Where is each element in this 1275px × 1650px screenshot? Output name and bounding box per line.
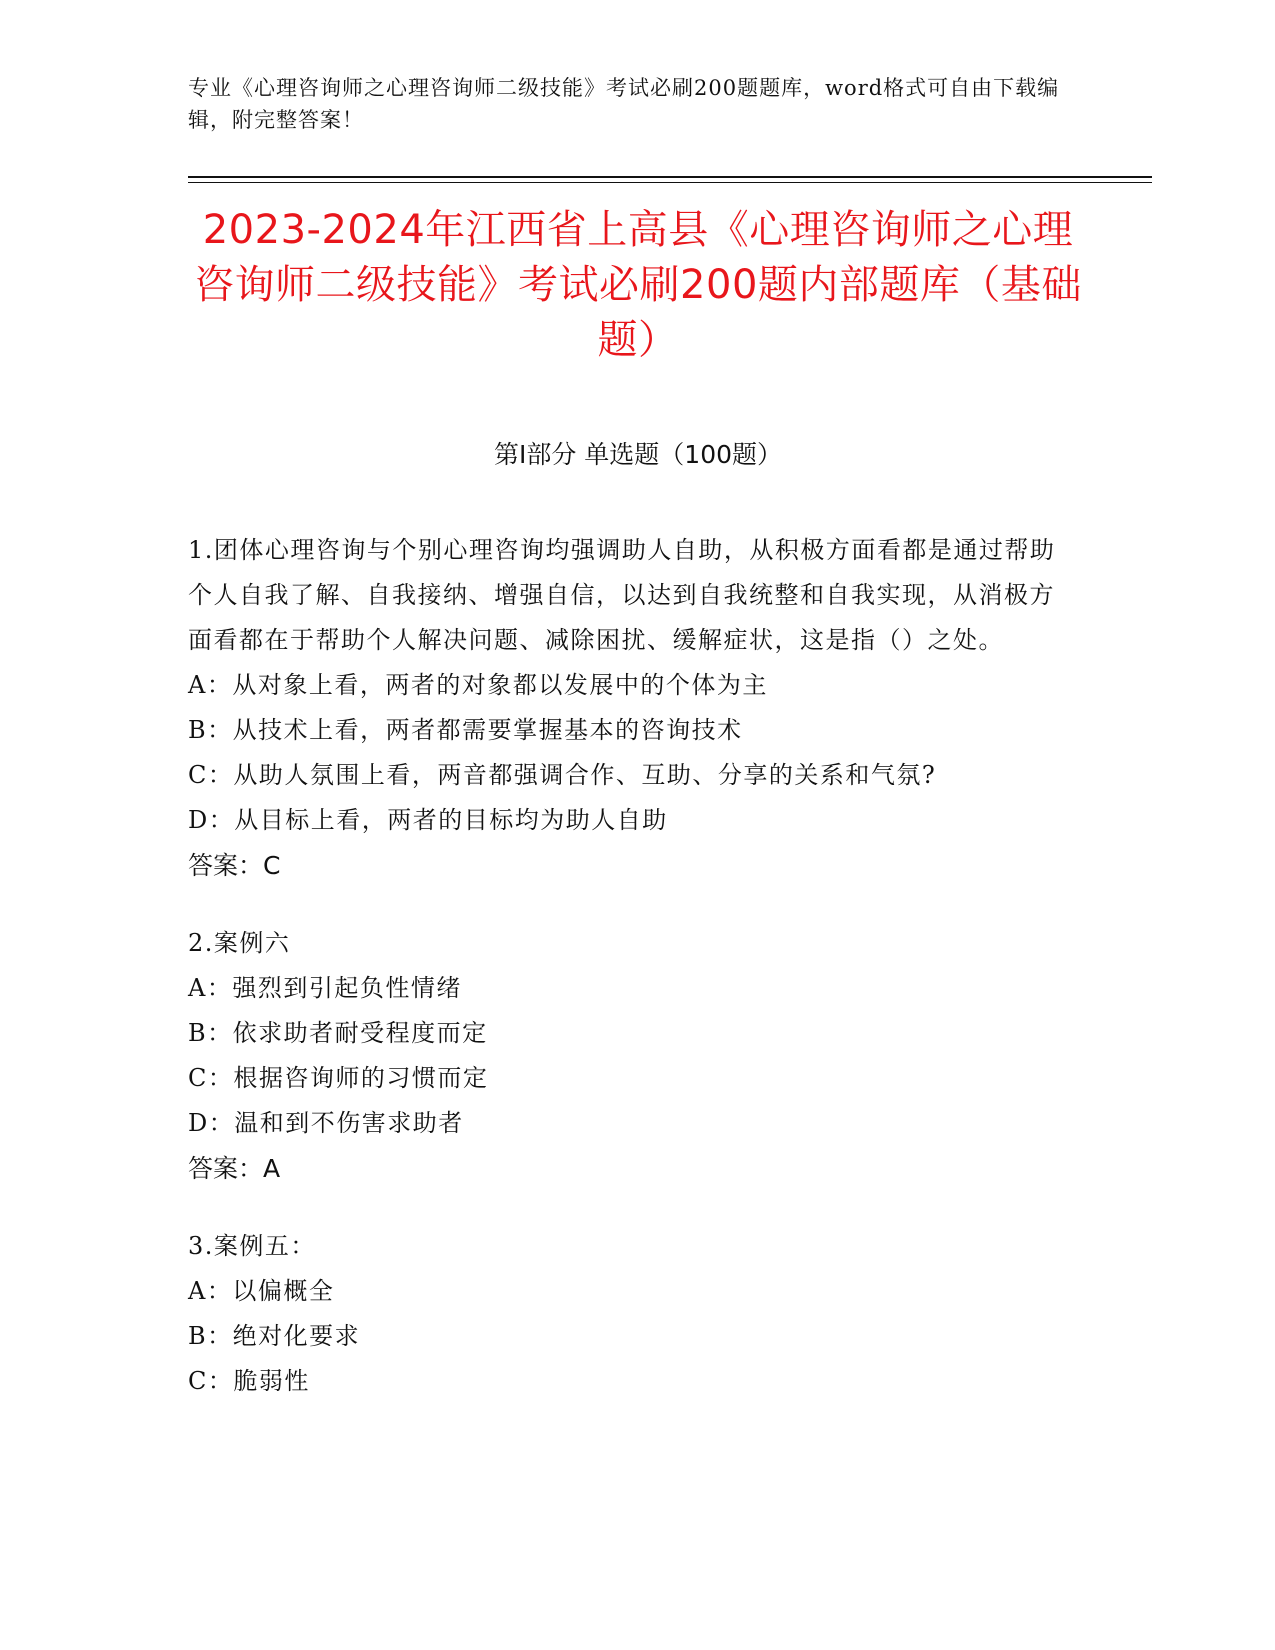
option-a: A：以偏概全 (188, 1277, 335, 1305)
question-text: 3.案例五： (188, 1232, 316, 1260)
question-item (188, 921, 1068, 1191)
section-heading: 第I部分 单选题（100题） (493, 440, 783, 469)
option-a: A：从对象上看，两者的对象都以发展中的个体为主 (188, 671, 768, 699)
answer-line: 答案：C (188, 851, 281, 880)
document-title: 2023-2024年江西省上高县《心理咨询师之心理咨询师二级技能》考试必刷200题内部题库（基础题） (194, 207, 1082, 363)
option-c: C：根据咨询师的习惯而定 (188, 1064, 489, 1092)
question-list (188, 528, 1068, 1437)
option-c: C：从助人氛围上看，两音都强调合作、互助、分享的关系和气氛? (188, 761, 937, 789)
option-b: B：依求助者耐受程度而定 (188, 1019, 488, 1047)
header-note: 专业《心理咨询师之心理咨询师二级技能》考试必刷200题题库，word格式可自由下载编辑，附完整答案！ (188, 76, 1060, 132)
header-divider (188, 176, 1152, 178)
answer-line: 答案：A (188, 1154, 281, 1183)
option-d: D：从目标上看，两者的目标均为助人自助 (188, 806, 668, 834)
option-a: A：强烈到引起负性情绪 (188, 974, 462, 1002)
option-b: B：从技术上看，两者都需要掌握基本的咨询技术 (188, 716, 743, 744)
option-c: C：脆弱性 (188, 1367, 310, 1395)
question-text: 2.案例六 (188, 929, 291, 957)
question-text: 1.团体心理咨询与个别心理咨询均强调助人自助，从积极方面看都是通过帮助个人自我了解、自我接纳、增强自信，以达到自我统整和自我实现，从消极方面看都在于帮助个人解决问题、减除困扰、缓解症状，这是指（）之处。 (188, 536, 1056, 654)
question-item (188, 528, 1068, 888)
question-item (188, 1224, 1068, 1404)
option-d: D：温和到不伤害求助者 (188, 1109, 464, 1137)
option-b: B：绝对化要求 (188, 1322, 361, 1350)
header-divider-thin (188, 182, 1152, 183)
